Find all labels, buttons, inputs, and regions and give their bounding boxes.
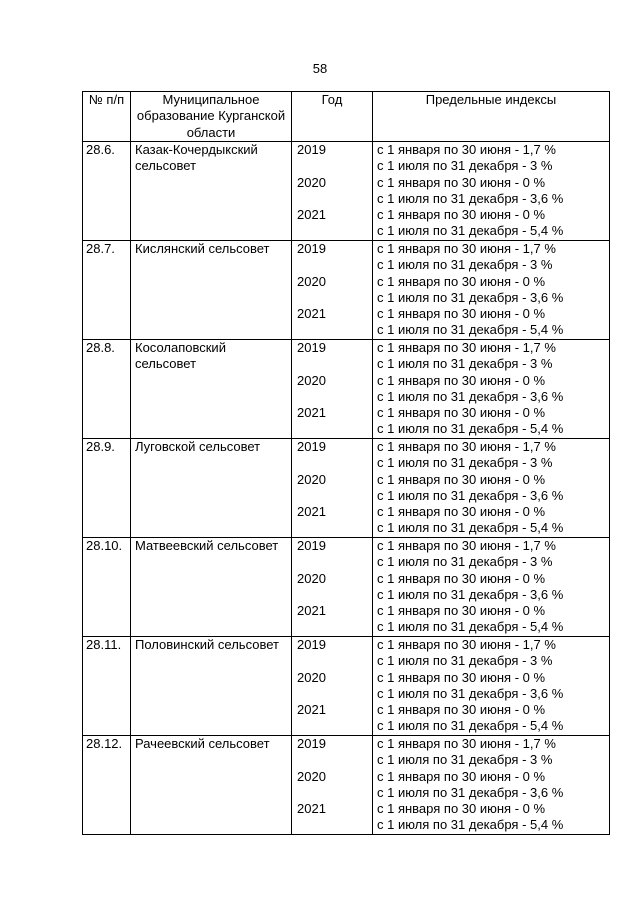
- index-line: с 1 января по 30 июня - 0 %: [377, 603, 546, 619]
- index-line: с 1 июля по 31 декабря - 3,6 %: [377, 388, 564, 404]
- year-value: 2021: [297, 702, 326, 718]
- year-value: 2021: [297, 801, 326, 817]
- table-row: [83, 637, 610, 736]
- year-cell: [292, 439, 373, 538]
- year-value: 2020: [297, 669, 326, 685]
- index-line: с 1 июля по 31 декабря - 3 %: [377, 554, 553, 570]
- index-line: с 1 января по 30 июня - 0 %: [377, 471, 546, 487]
- index-line: с 1 июля по 31 декабря - 5,4 %: [377, 817, 564, 833]
- table-row: [83, 241, 610, 340]
- index-line: с 1 июля по 31 декабря - 5,4 %: [377, 223, 564, 239]
- index-line: с 1 июля по 31 декабря - 3,6 %: [377, 784, 564, 800]
- index-line: с 1 июля по 31 декабря - 5,4 %: [377, 421, 564, 437]
- index-line: с 1 июля по 31 декабря - 3 %: [377, 653, 553, 669]
- row-number: 28.10.: [83, 538, 131, 637]
- index-line: с 1 января по 30 июня - 1,7 %: [377, 538, 556, 553]
- year-cell: [292, 241, 373, 340]
- index-line: с 1 июля по 31 декабря - 5,4 %: [377, 520, 564, 536]
- table-row: [83, 142, 610, 241]
- index-line: с 1 января по 30 июня - 1,7 %: [377, 637, 556, 652]
- municipality-name: Рачеевский сельсовет: [131, 736, 292, 835]
- year-value: 2021: [297, 405, 326, 421]
- index-line: с 1 января по 30 июня - 0 %: [377, 306, 546, 322]
- table-row: [83, 340, 610, 439]
- index-line: с 1 января по 30 июня - 0 %: [377, 174, 546, 190]
- index-line: с 1 июля по 31 декабря - 3,6 %: [377, 190, 564, 206]
- year-value: 2020: [297, 768, 326, 784]
- table-row: [83, 736, 610, 835]
- index-line: с 1 января по 30 июня - 0 %: [377, 273, 546, 289]
- index-line: с 1 июля по 31 декабря - 3 %: [377, 752, 553, 768]
- page-number: 58: [312, 61, 328, 76]
- index-line: с 1 января по 30 июня - 0 %: [377, 702, 546, 718]
- index-line: с 1 июля по 31 декабря - 3 %: [377, 158, 553, 174]
- year-cell: [292, 142, 373, 241]
- index-line: с 1 июля по 31 декабря - 5,4 %: [377, 322, 564, 338]
- year-value: 2020: [297, 372, 326, 388]
- indexes-cell: [373, 142, 610, 241]
- year-value: 2021: [297, 504, 326, 520]
- index-line: с 1 января по 30 июня - 0 %: [377, 669, 546, 685]
- year-value: 2019: [297, 340, 326, 355]
- year-value: 2020: [297, 570, 326, 586]
- indexes-cell: [373, 736, 610, 835]
- row-number: 28.7.: [83, 241, 131, 340]
- index-line: с 1 января по 30 июня - 0 %: [377, 207, 546, 223]
- indexes-cell: [373, 637, 610, 736]
- index-line: с 1 июля по 31 декабря - 3 %: [377, 257, 553, 273]
- index-line: с 1 июля по 31 декабря - 3,6 %: [377, 487, 564, 503]
- header-indexes: Предельные индексы: [373, 92, 610, 142]
- index-line: с 1 июля по 31 декабря - 3,6 %: [377, 289, 564, 305]
- municipality-name: Казак-Кочердыкский сельсовет: [131, 142, 292, 241]
- year-value: 2021: [297, 603, 326, 619]
- year-cell: [292, 736, 373, 835]
- indexes-cell: [373, 340, 610, 439]
- indexes-cell: [373, 439, 610, 538]
- header-year: Год: [292, 92, 373, 142]
- table-body: [83, 142, 610, 835]
- row-number: 28.8.: [83, 340, 131, 439]
- index-line: с 1 июля по 31 декабря - 3 %: [377, 356, 553, 372]
- year-value: 2019: [297, 538, 326, 553]
- year-value: 2019: [297, 439, 326, 454]
- index-line: с 1 января по 30 июня - 0 %: [377, 405, 546, 421]
- index-line: с 1 июля по 31 декабря - 5,4 %: [377, 619, 564, 635]
- index-line: с 1 июля по 31 декабря - 3,6 %: [377, 685, 564, 701]
- municipality-name: Косолаповский сельсовет: [131, 340, 292, 439]
- row-number: 28.11.: [83, 637, 131, 736]
- table-row: [83, 538, 610, 637]
- index-line: с 1 января по 30 июня - 1,7 %: [377, 439, 556, 454]
- index-line: с 1 января по 30 июня - 0 %: [377, 801, 546, 817]
- table-header: [83, 92, 610, 142]
- year-value: 2019: [297, 142, 326, 157]
- header-num: № п/п: [83, 92, 131, 142]
- index-line: с 1 января по 30 июня - 0 %: [377, 372, 546, 388]
- index-line: с 1 июля по 31 декабря - 3,6 %: [377, 586, 564, 602]
- row-number: 28.12.: [83, 736, 131, 835]
- year-value: 2020: [297, 471, 326, 487]
- year-cell: [292, 637, 373, 736]
- municipality-name: Матвеевский сельсовет: [131, 538, 292, 637]
- year-cell: [292, 538, 373, 637]
- row-number: 28.6.: [83, 142, 131, 241]
- indexes-table: [82, 91, 610, 835]
- index-line: с 1 января по 30 июня - 0 %: [377, 570, 546, 586]
- index-line: с 1 января по 30 июня - 0 %: [377, 504, 546, 520]
- year-value: 2019: [297, 637, 326, 652]
- header-municipality: Муниципальное образование Курганской области: [131, 92, 292, 142]
- year-value: 2021: [297, 207, 326, 223]
- municipality-name: Половинский сельсовет: [131, 637, 292, 736]
- row-number: 28.9.: [83, 439, 131, 538]
- index-line: с 1 июля по 31 декабря - 3 %: [377, 455, 553, 471]
- index-line: с 1 января по 30 июня - 1,7 %: [377, 736, 556, 751]
- year-value: 2020: [297, 174, 326, 190]
- year-value: 2020: [297, 273, 326, 289]
- index-line: с 1 января по 30 июня - 0 %: [377, 768, 546, 784]
- indexes-cell: [373, 241, 610, 340]
- year-value: 2021: [297, 306, 326, 322]
- index-line: с 1 января по 30 июня - 1,7 %: [377, 340, 556, 355]
- table-row: [83, 439, 610, 538]
- municipality-name: Луговской сельсовет: [131, 439, 292, 538]
- index-line: с 1 января по 30 июня - 1,7 %: [377, 142, 556, 157]
- index-line: с 1 июля по 31 декабря - 5,4 %: [377, 718, 564, 734]
- year-value: 2019: [297, 241, 326, 256]
- year-value: 2019: [297, 736, 326, 751]
- year-cell: [292, 340, 373, 439]
- indexes-cell: [373, 538, 610, 637]
- index-line: с 1 января по 30 июня - 1,7 %: [377, 241, 556, 256]
- municipality-name: Кислянский сельсовет: [131, 241, 292, 340]
